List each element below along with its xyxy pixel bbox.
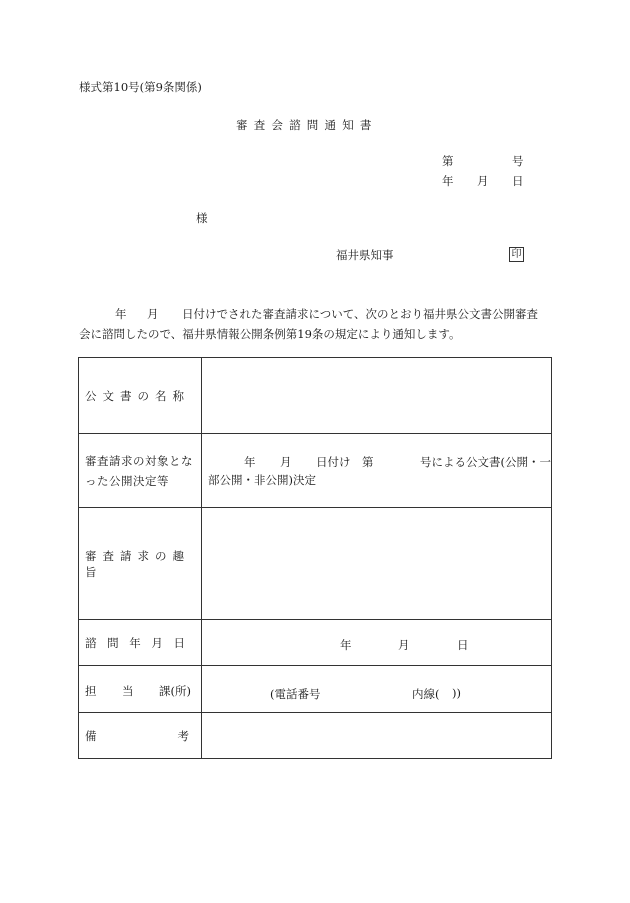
phone-ext: 内線(: [412, 687, 440, 701]
value-decision: 年 月 日付け 第 号による公文書(公開・一 部公開・非公開)決定: [202, 434, 552, 508]
label-document-name: 公文書の名称: [79, 358, 202, 434]
date-month: 月: [477, 174, 489, 188]
body-line1-rest: 日付けでされた審査請求について、次のとおり福井県公文書公開審査: [182, 307, 539, 321]
date-year: 年: [442, 174, 454, 188]
value-remarks: [202, 713, 552, 759]
body-year: 年: [115, 307, 127, 321]
number-go: 号: [512, 154, 524, 168]
row-document-name: [79, 358, 552, 434]
number-dai: 第: [442, 154, 454, 168]
document-title: 審査会諮問通知書: [236, 118, 378, 132]
value-section: [202, 666, 552, 713]
row-remarks: [79, 713, 552, 759]
body-line2: 会に諮問したので、福井県情報公開条例第19条の規定により通知します。: [79, 327, 461, 341]
label-purpose: 審査請求の趣旨: [79, 508, 202, 620]
seal-mark: 印: [509, 247, 524, 262]
phone-close: )): [452, 686, 461, 700]
label-section: 担 当 課(所): [79, 666, 202, 713]
value-inquiry-date: 年 月 日: [202, 620, 552, 666]
label-remarks: 備 考: [79, 713, 202, 759]
body-month: 月: [147, 307, 159, 321]
form-number: 様式第10号(第9条関係): [79, 80, 202, 94]
row-purpose: [79, 508, 552, 620]
label-inquiry-date: 諮 問 年 月 日: [79, 620, 202, 666]
row-decision: [79, 434, 552, 508]
label-decision: 審査請求の対象となった公開決定等: [79, 434, 202, 508]
addressee-suffix: 様: [196, 211, 208, 225]
row-inquiry-date: [79, 620, 552, 666]
date-day: 日: [512, 174, 524, 188]
phone-label: (電話番号: [270, 687, 321, 701]
row-section: [79, 666, 552, 713]
body-paragraph: [79, 304, 552, 344]
value-purpose: [202, 508, 552, 620]
notice-table: [78, 357, 552, 759]
sender-name: 福井県知事: [336, 248, 394, 262]
value-document-name: [202, 358, 552, 434]
